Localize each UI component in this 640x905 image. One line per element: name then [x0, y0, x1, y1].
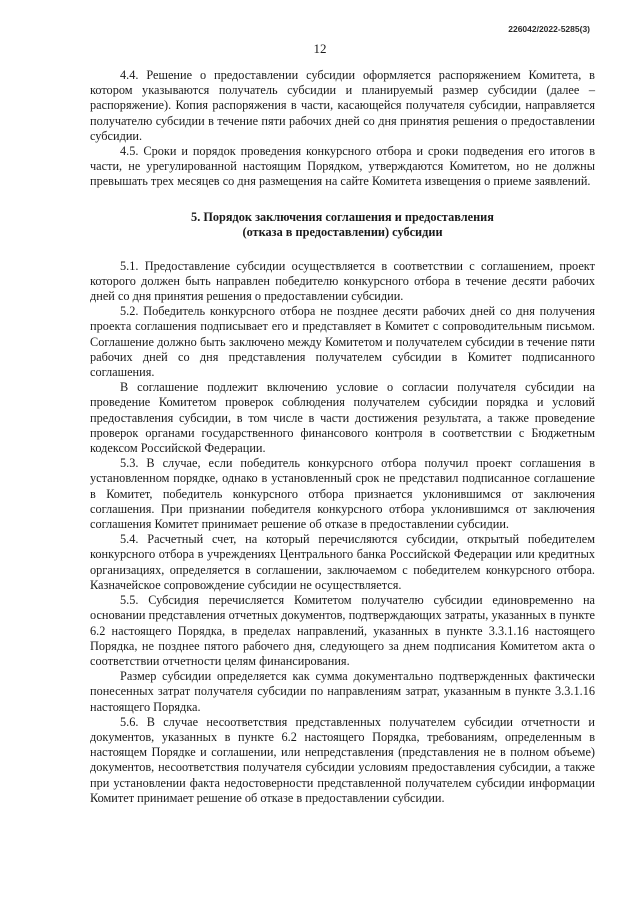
paragraph-4-5: 4.5. Сроки и порядок проведения конкурсного отбора и сроки подведения его итогов в части, не урегулированной настоящим Порядком, утверждаются Комитетом, но не должны превышать трех месяцев со дня размещения на сайте Комитета извещения о приеме заявлений.	[90, 144, 595, 189]
section-title-line-2: (отказа в предоставлении) субсидии	[242, 225, 443, 240]
paragraph-5-6: 5.6. В случае несоответствия представленных получателем субсидии отчетности и документов, указанных в пункте 6.2 настоящего Порядка, требованиям, определенным в настоящем Порядке и соглашении, или непредставления (представления не в полном объеме) документов, несоответствия получателя субсидии условиям предоставления субсидии, а также при установлении факта недостоверности представленной получателем субсидии информации Комитет принимает решение об отказе в предоставлении субсидии.	[90, 714, 595, 805]
paragraph-5-3: 5.3. В случае, если победитель конкурсного отбора получил проект соглашения в установленном порядке, однако в установленный срок не представил подписанное соглашение в Комитет, победитель конкурсного отбора признается уклонившимся от заключения соглашения. При признании победителя конкурсного отбора уклонившимся от заключения соглашения Комитет принимает решение об отказе в предоставлении субсидии.	[90, 456, 595, 532]
section-heading	[90, 210, 595, 241]
paragraph-5-5: 5.5. Субсидия перечисляется Комитетом получателю субсидии единовременно на основании представления отчетных документов, подтверждающих затраты, указанных в пункте 6.2 настоящего Порядка, в пределах направлений, указанных в пункте 3.3.1.16 настоящего Порядка, не позднее пятого рабочего дня, следующего за днем подписания Комитетом акта о соответствии отчетности целям финансирования.	[90, 593, 595, 668]
paragraph-5-1: 5.1. Предоставление субсидии осуществляется в соответствии с соглашением, проект которого должен быть направлен победителю конкурсного отбора в течение десяти рабочих дней со дня принятия решения о предоставлении субсидии.	[90, 258, 595, 304]
paragraph-5-2-agreement-condition: В соглашение подлежит включению условие о согласии получателя субсидии на проведение Комитетом проверок соблюдения получателем субсидии порядка и условий предоставления субсидии, в том числе в части достижения результата, а также проведение проверок органами государственного финансового контроля в соответствии с Бюджетным кодексом Российской Федерации.	[90, 380, 595, 456]
section-title-line-1: 5. Порядок заключения соглашения и предоставления	[191, 209, 494, 224]
document-body	[90, 68, 595, 806]
paragraph-4-4: 4.4. Решение о предоставлении субсидии оформляется распоряжением Комитета, в котором указываются получатель субсидии и планируемый размер субсидии (далее – распоряжение). Копия распоряжения в части, касающейся получателя субсидии, направляется получателю субсидии в течение пяти рабочих дней со дня принятия решения о предоставлении субсидии.	[90, 68, 595, 143]
paragraph-5-2: 5.2. Победитель конкурсного отбора не позднее десяти рабочих дней со дня получения проекта соглашения подписывает его и представляет в Комитет с сопроводительным письмом. Соглашение должно быть заключено между Комитетом и получателем субсидии в течение пяти рабочих дней со дня представления получателем субсидии в Комитет подписанного соглашения.	[90, 304, 595, 380]
page-number: 12	[313, 41, 327, 56]
document-id: 226042/2022-5285(3)	[508, 24, 590, 34]
paragraph-5-5-subsidy-size: Размер субсидии определяется как сумма документально подтвержденных фактически понесенных затрат получателя субсидии по направлениям затрат, указанным в пункте 3.3.1.16 настоящего Порядка.	[90, 669, 595, 714]
paragraph-5-4: 5.4. Расчетный счет, на который перечисляются субсидии, открытый победителем конкурсного отбора в учреждениях Центрального банка Российской Федерации или кредитных организациях, определяется в соглашении, заключаемом с победителем конкурсного отбора. Казначейское сопровождение субсидии не осуществляется.	[90, 532, 595, 592]
